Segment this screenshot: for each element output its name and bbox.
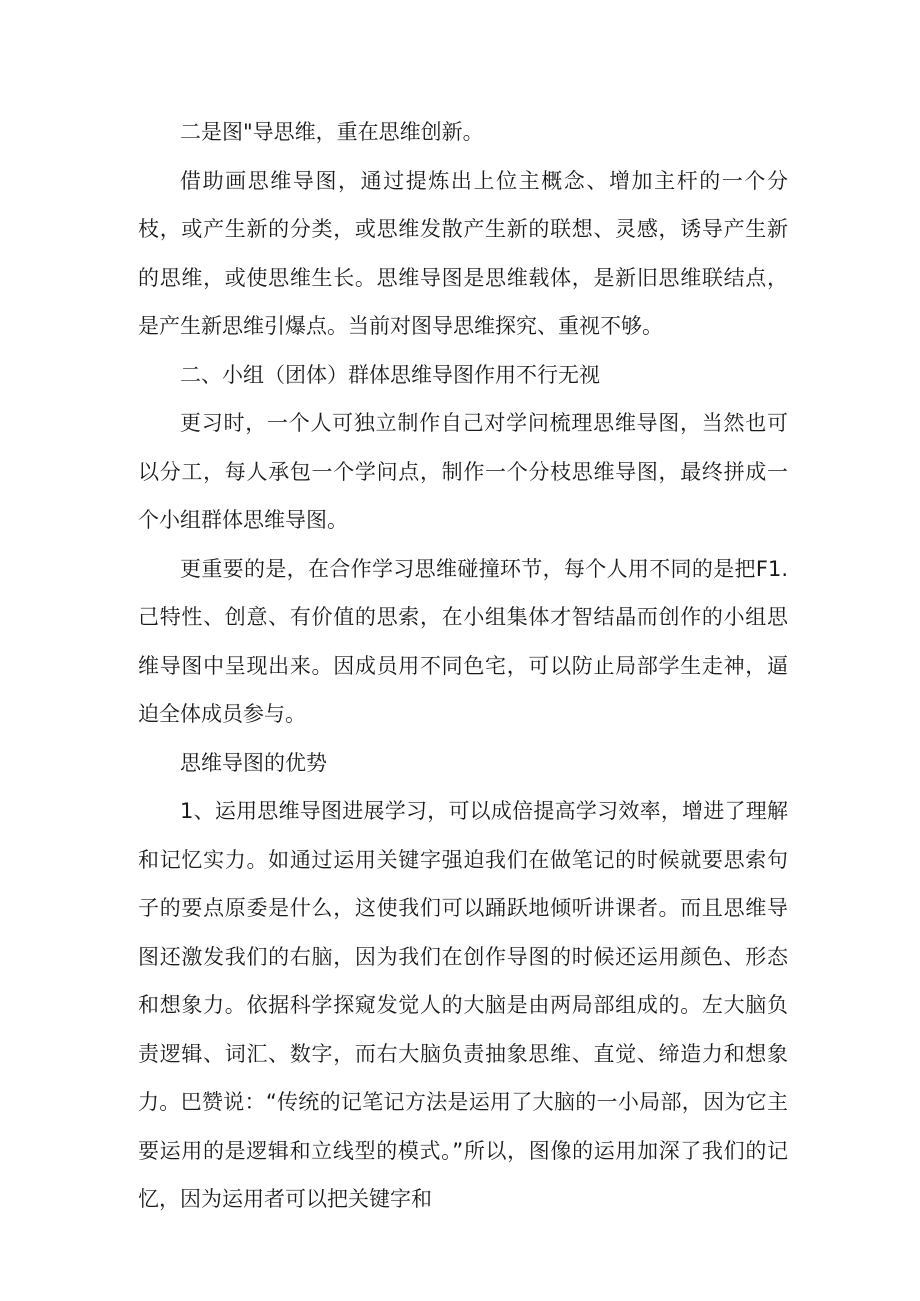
paragraph-mindmap-innovation: 借助画思维导图，通过提炼出上位主概念、增加主杆的一个分枝，或产生新的分类，或思维发散产生新的联想、灵感，诱导产生新的思维，或使思维生长。思维导图是思维载体，是新旧思维联结点，是产生新思维引爆点。当前对图导思维探究、重视不够。 [138, 168, 788, 338]
section-heading-advantages: 思维导图的优势 [180, 750, 327, 775]
paragraph-cooperative-learning: 更重要的是，在合作学习思维碰撞环节，每个人用不同的是把F1.己特性、创意、有价值的思索，在小组集体才智结晶而创作的小组思维导图中呈现出来。因成员用不同色宅，可以防止局部学生走神，逼迫全体成员参与。 [138, 556, 788, 726]
section-heading-group-mindmap: 二、小组（团体）群体思维导图作用不行无视 [180, 362, 600, 387]
paragraph-individual-work: 更习时，一个人可独立制作自己对学问梳理思维导图，当然也可以分工，每人承包一个学问点，制作一个分枝思维导图，最终拼成一个小组群体思维导图。 [138, 411, 788, 532]
paragraph-advantage-1: 1、运用思维导图进展学习，可以成倍提高学习效率，增进了理解和记忆实力。如通过运用关键字强迫我们在做笔记的时候就要思索句子的要点原委是什么，这使我们可以踊跃地倾听讲课者。而且思维导图还激发我们的右脑，因为我们在创作导图的时候还运用颜色、形态和想象力。依据科学探窥发觉人的大脑是由两局部组成的。左大脑负责逻辑、词汇、数字，而右大脑负责抽象思维、直觉、缔造力和想象力。巴赞说：“传统的记笔记方法是运用了大脑的一小局部，因为它主要运用的是逻辑和立线型的模式。”所以，图像的运用加深了我们的记忆，因为运用者可以把关键字和 [138, 799, 788, 1211]
paragraph-subheading-2: 二是图"导思维，重在思维创新。 [180, 120, 484, 144]
document-body [138, 108, 788, 1224]
